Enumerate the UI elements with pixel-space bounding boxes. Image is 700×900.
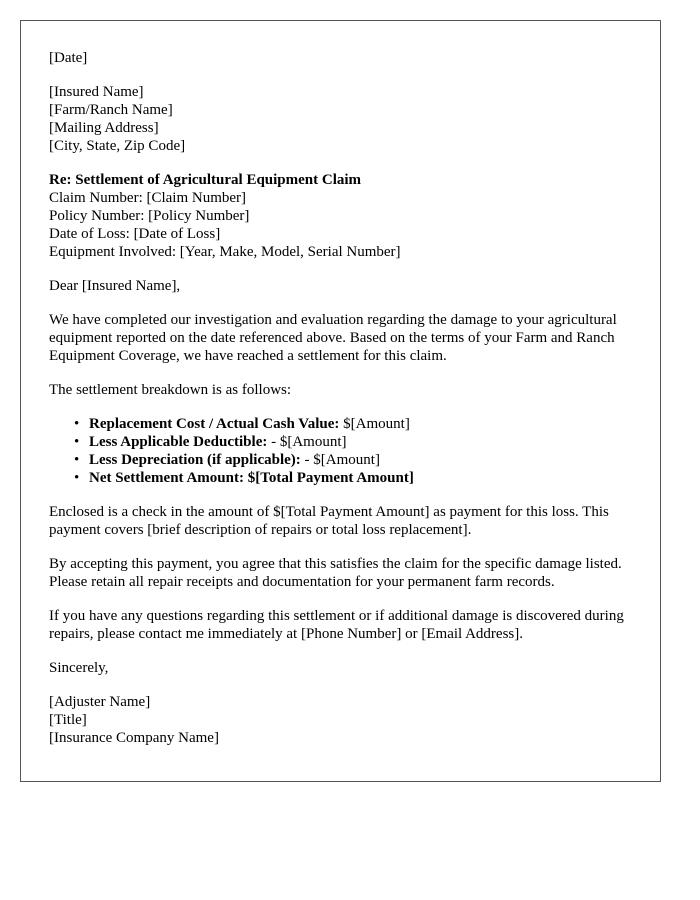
mailing-address: [Mailing Address] [49, 120, 159, 136]
adjuster-title: [Title] [49, 712, 87, 728]
city-state-zip: [City, State, Zip Code] [49, 138, 186, 154]
policy-number: Policy Number: [Policy Number] [49, 208, 250, 224]
breakdown-label: Less Applicable Deductible: [89, 434, 268, 450]
insurance-company-name: [Insurance Company Name] [49, 730, 219, 746]
breakdown-item-depreciation [74, 451, 650, 469]
farm-name: [Farm/Ranch Name] [49, 102, 173, 118]
subject-line: Re: Settlement of Agricultural Equipment Claim [49, 172, 362, 188]
breakdown-item-replacement-cost [74, 415, 650, 433]
signature-block [49, 693, 650, 747]
breakdown-value: - $[Amount] [300, 452, 380, 468]
bullet-icon: • [74, 470, 80, 486]
breakdown-label: Replacement Cost / Actual Cash Value: [89, 416, 340, 432]
letter-date: [Date] [49, 50, 88, 66]
closing: Sincerely, [49, 660, 109, 676]
breakdown-item-deductible [74, 433, 650, 451]
salutation: Dear [Insured Name], [49, 278, 181, 294]
enclosed-paragraph: Enclosed is a check in the amount of $[Total Payment Amount] as payment for this loss. This payment covers [brief description of repairs or total loss replacement]. [49, 504, 609, 538]
acceptance-paragraph: By accepting this payment, you agree that this satisfies the claim for the specific damage listed. Please retain all repair receipts and documentation for your permanent farm records. [49, 556, 622, 590]
breakdown-value: - $[Amount] [267, 434, 347, 450]
breakdown-intro: The settlement breakdown is as follows: [49, 382, 292, 398]
insured-name: [Insured Name] [49, 84, 144, 100]
recipient-address [49, 83, 650, 155]
bullet-icon: • [74, 452, 80, 468]
adjuster-name: [Adjuster Name] [49, 694, 151, 710]
intro-paragraph: We have completed our investigation and evaluation regarding the damage to your agricultural equipment reported on the date referenced above. Based on the terms of your Farm and Ranch Equipment Coverage, we have reached a settlement for this claim. [49, 312, 617, 364]
bullet-icon: • [74, 416, 80, 432]
date-of-loss: Date of Loss: [Date of Loss] [49, 226, 221, 242]
breakdown-value: $[Amount] [339, 416, 410, 432]
breakdown-label: Less Depreciation (if applicable): [89, 452, 301, 468]
questions-paragraph: If you have any questions regarding this settlement or if additional damage is discovered during repairs, please contact me immediately at [Phone Number] or [Email Address]. [49, 608, 624, 642]
bullet-icon: • [74, 434, 80, 450]
breakdown-item-net-settlement [74, 469, 650, 487]
breakdown-label: Net Settlement Amount: $[Total Payment Amount] [89, 470, 414, 486]
settlement-breakdown-list [49, 415, 650, 487]
letter-date-block [49, 49, 650, 67]
settlement-letter [20, 20, 661, 782]
reference-block [49, 171, 650, 261]
equipment-involved: Equipment Involved: [Year, Make, Model, Serial Number] [49, 244, 401, 260]
claim-number: Claim Number: [Claim Number] [49, 190, 247, 206]
